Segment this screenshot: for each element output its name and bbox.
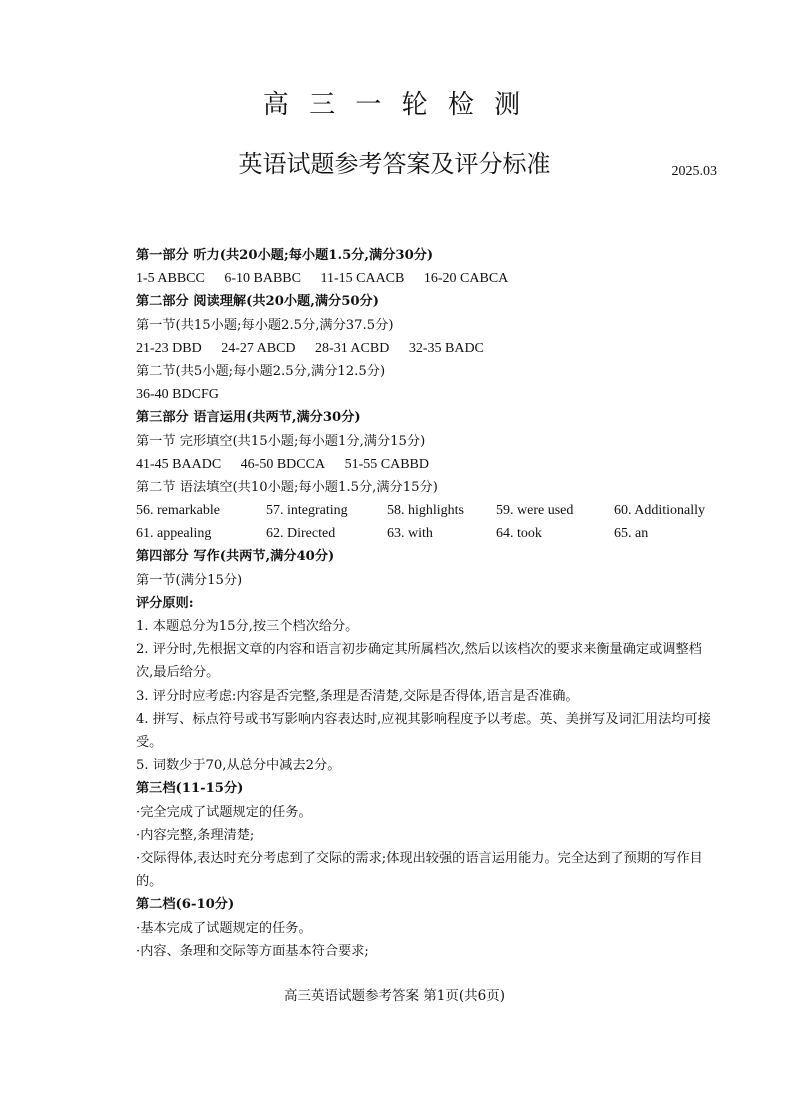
principle-item: 3. 评分时应考虑:内容是否完整,条理是否清楚,交际是否得体,语言是否准确。 <box>136 688 579 704</box>
level3-heading: 第三档(11-15分) <box>136 781 244 797</box>
page-title: 高 三 一 轮 检 测 <box>262 90 527 120</box>
grammar-answer: 64. took <box>496 526 542 542</box>
exam-date: 2025.03 <box>671 164 717 179</box>
grammar-answer: 56. remarkable <box>136 503 220 519</box>
answer-group: 21-23 DBD <box>136 340 202 356</box>
part4-heading: 第四部分 写作(共两节,满分40分) <box>136 549 335 565</box>
part3-heading: 第三部分 语言运用(共两节,满分30分) <box>136 410 361 426</box>
grammar-answer: 61. appealing <box>136 526 212 542</box>
answer-group: 51-55 CABBD <box>344 456 429 472</box>
part2-section1-heading: 第一节(共15小题;每小题2.5分,满分37.5分) <box>136 317 394 333</box>
grammar-answers-row-1 <box>136 499 718 522</box>
answer-group: 32-35 BADC <box>408 340 484 356</box>
part2-section1-answers <box>136 337 718 360</box>
answer-group: 46-50 BDCCA <box>240 456 326 472</box>
level2-item: ·基本完成了试题规定的任务。 <box>136 920 312 936</box>
grammar-answer: 63. with <box>387 526 433 542</box>
part3-section2-heading: 第二节 语法填空(共10小题;每小题1.5分,满分15分) <box>136 479 438 495</box>
grammar-answer: 59. were used <box>496 503 574 519</box>
part3-section1-heading: 第一节 完形填空(共15小题;每小题1分,满分15分) <box>136 433 426 449</box>
answer-group: 28-31 ACBD <box>315 340 390 356</box>
grammar-answers-row-2 <box>136 522 718 545</box>
principle-item: 5. 词数少于70,从总分中减去2分。 <box>136 758 341 774</box>
level3-item: ·交际得体,表达时充分考虑到了交际的需求;体现出较强的语言运用能力。完全达到了预期的写作目的。 <box>136 850 703 890</box>
page-subtitle: 英语试题参考答案及评分标准 <box>238 150 551 178</box>
answer-group: 1-5 ABBCC <box>136 271 205 287</box>
level2-item: ·内容、条理和交际等方面基本符合要求; <box>136 943 369 959</box>
answer-group: 16-20 CABCA <box>423 271 509 287</box>
answer-group: 6-10 BABBC <box>224 271 301 287</box>
part2-section2-heading: 第二节(共5小题;每小题2.5分,满分12.5分) <box>136 363 386 379</box>
grammar-answer: 62. Directed <box>266 526 336 542</box>
principle-item: 1. 本题总分为15分,按三个档次给分。 <box>136 619 359 634</box>
grammar-answer: 60. Additionally <box>614 503 705 519</box>
page-footer: 高三英语试题参考答案 第1页(共6页) <box>283 988 505 1004</box>
level2-heading: 第二档(6-10分) <box>136 897 235 913</box>
answer-group: 11-15 CAACB <box>320 271 405 287</box>
answer-group: 41-45 BAADC <box>136 456 222 472</box>
grammar-answer: 65. an <box>614 526 649 542</box>
grammar-answer: 58. highlights <box>387 503 465 519</box>
part3-section1-answers <box>136 453 718 476</box>
part2-heading: 第二部分 阅读理解(共20小题,满分50分) <box>136 294 379 310</box>
grammar-answer: 57. integrating <box>266 503 348 519</box>
part1-heading: 第一部分 听力(共20小题;每小题1.5分,满分30分) <box>136 248 434 263</box>
part2-section2-answers: 36-40 BDCFG <box>136 387 219 403</box>
principle-item: 2. 评分时,先根据文章的内容和语言初步确定其所属档次,然后以该档次的要求来衡量确定或调整档次,最后给分。 <box>136 642 702 681</box>
answer-group: 24-27 ABCD <box>221 340 296 356</box>
part4-section1-heading: 第一节(满分15分) <box>136 572 243 588</box>
principles-heading: 评分原则: <box>136 595 194 611</box>
part1-answers <box>136 267 718 290</box>
principle-item: 4. 拼写、标点符号或书写影响内容表达时,应视其影响程度予以考虑。英、美拼写及词汇用法均可接受。 <box>136 711 711 750</box>
level3-item: ·内容完整,条理清楚; <box>136 827 255 843</box>
level3-item: ·完全完成了试题规定的任务。 <box>136 804 312 820</box>
answer-content <box>136 244 718 963</box>
